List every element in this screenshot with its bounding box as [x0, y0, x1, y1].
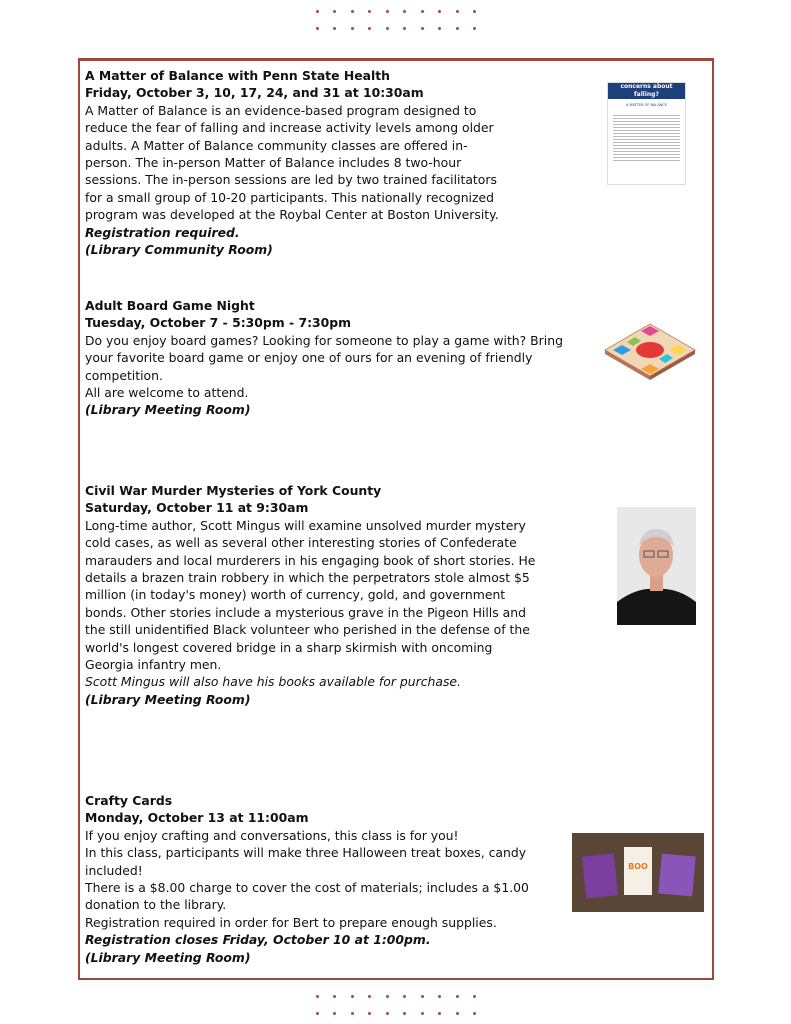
- dot: [351, 995, 354, 998]
- dot: [403, 10, 406, 13]
- event-title: A Matter of Balance with Penn State Health: [85, 68, 390, 83]
- dot: [456, 27, 459, 30]
- dot: [438, 27, 441, 30]
- event-date: Monday, October 13 at 11:00am: [85, 810, 309, 826]
- dot: [316, 27, 319, 30]
- dot: [421, 10, 424, 13]
- dot: [316, 10, 319, 13]
- dot: [403, 995, 406, 998]
- event-description: All are welcome to attend.: [85, 385, 249, 401]
- event-description: If you enjoy crafting and conversations, this class is for you!: [85, 827, 459, 843]
- dot: [421, 27, 424, 30]
- dot: [351, 10, 354, 13]
- event-location: (Library Meeting Room): [85, 402, 251, 418]
- dot: [386, 27, 389, 30]
- event-note: Registration required.: [85, 224, 240, 240]
- event-description: Registration required in order for Bert to prepare enough supplies.: [85, 914, 497, 930]
- event-title: Adult Board Game Night: [85, 298, 255, 313]
- dot: [333, 995, 336, 998]
- event-crafty-cards: [85, 792, 565, 966]
- board-game-image: [603, 320, 697, 382]
- dot: [351, 27, 354, 30]
- event-board-game-night: [85, 297, 565, 419]
- author-photo: [617, 507, 696, 625]
- event-description: There is a $8.00 charge to cover the cost of materials; includes a $1.00 donation to the library.: [85, 880, 529, 913]
- event-note: Scott Mingus will also have his books available for purchase.: [85, 674, 461, 690]
- dot: [403, 1012, 406, 1015]
- dot: [368, 1012, 371, 1015]
- dot: [368, 10, 371, 13]
- event-location: (Library Meeting Room): [85, 949, 251, 965]
- dot: [333, 27, 336, 30]
- dot-divider-bottom: [316, 1012, 476, 1015]
- dot: [456, 995, 459, 998]
- dot: [316, 995, 319, 998]
- event-date: Friday, October 3, 10, 17, 24, and 31 at 10:30am: [85, 85, 424, 101]
- event-title: Crafty Cards: [85, 793, 173, 808]
- event-date: Tuesday, October 7 - 5:30pm - 7:30pm: [85, 315, 352, 331]
- dot: [473, 10, 476, 13]
- dot-divider-top: [316, 10, 476, 13]
- event-location: (Library Meeting Room): [85, 691, 251, 707]
- dot: [456, 10, 459, 13]
- event-location: (Library Community Room): [85, 242, 273, 258]
- dot: [368, 995, 371, 998]
- dot: [456, 1012, 459, 1015]
- dot: [333, 1012, 336, 1015]
- event-description: Do you enjoy board games? Looking for someone to play a game with? Bring your favorite board game or enjoy one of ours for an evening of friendly competition.: [85, 332, 563, 383]
- event-description: In this class, participants will make three Halloween treat boxes, candy included!: [85, 845, 527, 878]
- dot: [473, 27, 476, 30]
- flyer-headline: concerns about falling?: [608, 83, 685, 99]
- dot: [368, 27, 371, 30]
- balance-flyer-image: [607, 82, 686, 185]
- dot: [386, 1012, 389, 1015]
- dot: [316, 1012, 319, 1015]
- dot: [473, 1012, 476, 1015]
- dot: [473, 995, 476, 998]
- boo-box-label: BOO: [624, 847, 652, 895]
- event-description: Long-time author, Scott Mingus will examine unsolved murder mystery cold cases, as well as several other interesting stories of Confederate marauders and local murderers in his engaging book of short stories. He details a brazen train robbery in which the perpetrators stole almost $5 million (in today's money) worth of currency, gold, and government bonds. Other stories include a mysterious grave in the Pigeon Hills and the still unidentified Black volunteer who perished in the defense of the world's longest covered bridge in a sharp skirmish with oncoming Georgia infantry men.: [85, 517, 536, 673]
- event-note: Registration closes Friday, October 10 at 1:00pm.: [85, 932, 431, 948]
- dot-divider-top: [316, 27, 476, 30]
- dot: [438, 1012, 441, 1015]
- dot: [386, 995, 389, 998]
- event-matter-of-balance: [85, 67, 565, 258]
- dot-divider-bottom: [316, 995, 476, 998]
- event-title: Civil War Murder Mysteries of York County: [85, 483, 382, 498]
- flyer-logo: A MATTER OF BALANCE: [626, 103, 667, 107]
- crafty-cards-image: [572, 833, 704, 912]
- event-date: Saturday, October 11 at 9:30am: [85, 500, 309, 516]
- dot: [421, 995, 424, 998]
- dot: [333, 10, 336, 13]
- dot: [421, 1012, 424, 1015]
- event-civil-war-mysteries: [85, 482, 565, 708]
- dot: [351, 1012, 354, 1015]
- dot: [386, 10, 389, 13]
- dot: [438, 10, 441, 13]
- dot: [403, 27, 406, 30]
- dot: [438, 995, 441, 998]
- event-description: A Matter of Balance is an evidence-based program designed to reduce the fear of falling and increase activity levels among older adults. A Matter of Balance community classes are offered in-person. The in-person Matter of Balance includes 8 two-hour sessions. The in-person sessions are led by two trained facilitators for a small group of 10-20 participants. This nationally recognized program was developed at the Roybal Center at Boston University.: [85, 102, 499, 223]
